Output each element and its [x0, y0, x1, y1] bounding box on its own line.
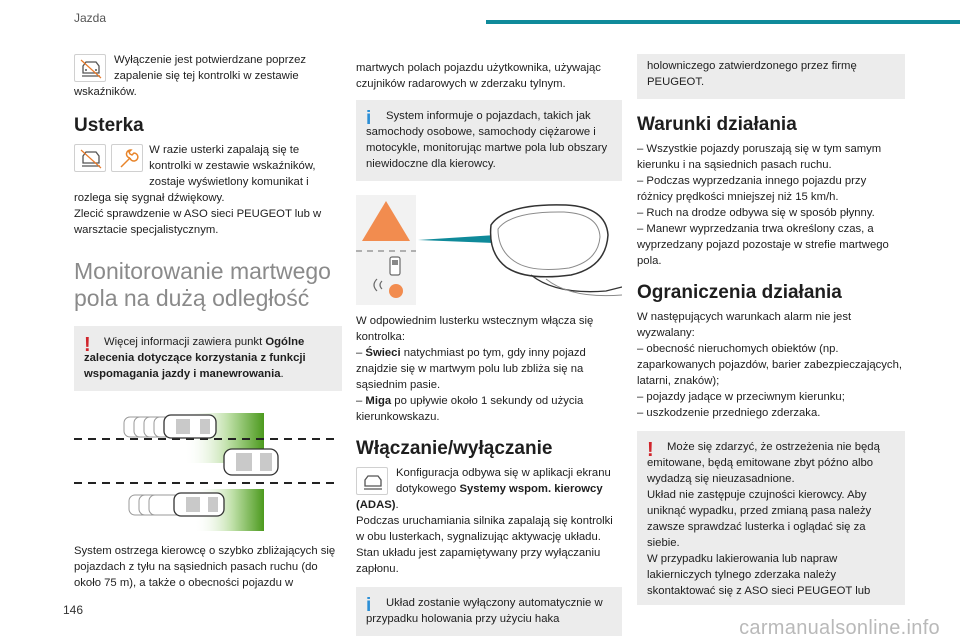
- conditions-list: [637, 141, 905, 269]
- wrench-icon: [111, 144, 143, 172]
- usterka-paragraph-2: Zlecić sprawdzenie w ASO sieci PEUGEOT lub w warsztacie specjalistycznym.: [74, 208, 322, 236]
- car-off-warning-icon: [74, 54, 106, 82]
- warning-exclamation-icon: !: [84, 334, 91, 356]
- car-fault-icon: [74, 144, 106, 172]
- info-note-continued: holowniczego zatwierdzonego przez firmę PEUGEOT.: [637, 54, 905, 99]
- usterka-icons: [74, 144, 143, 177]
- page-number: 146: [63, 603, 84, 617]
- onoff-paragraph: Konfiguracja odbywa się w aplikacji ekranu dotykowego Systemy wspom. kierowcy (ADAS).: [356, 467, 611, 511]
- blind-spot-illustration: [74, 397, 342, 535]
- column-2: [356, 48, 622, 636]
- car-settings-icon: [356, 467, 388, 495]
- list-item: – Manewr wyprzedzania trwa określony czas, a wyprzedzany pojazd pozostaje w strefie martwego pola.: [637, 223, 889, 267]
- intro-paragraph: Wyłączenie jest potwierdzane poprzez zapalenie się tej kontrolki w zestawie wskaźników.: [74, 54, 307, 98]
- onoff-heading: Włączanie/wyłączanie: [356, 438, 553, 459]
- limits-heading: Ograniczenia działania: [637, 282, 842, 303]
- continued-paragraph: martwych polach pojazdu użytkownika, używając czujników radarowych w zderzaku tylnym.: [356, 62, 601, 90]
- warning-note-2: ! Może się zdarzyć, że ostrzeżenia nie będą emitowane, będą emitowane zbyt późno albo wydadzą się nieuzasadnione. Układ nie zastępuje czujności kierowcy. Aby uniknąć wypadku, przed zmianą pasa należy zawsze sprawdzać lusterka i oglądać się za siebie. W przypadku lakierowania lub napraw lakierniczych tylnego zderzaka należy skontaktować się z ASO sieci PEUGEOT lub: [637, 431, 905, 605]
- usterka-heading: Usterka: [74, 115, 144, 136]
- limits-list: [637, 341, 905, 421]
- column-3: [637, 48, 905, 605]
- list-item: – obecność nieruchomych obiektów (np. zaparkowanych pojazdów, barier zabezpieczających, latarni, znaków);: [637, 343, 902, 387]
- mirror-paragraph: W odpowiednim lusterku wstecznym włącza się kontrolka:: [356, 315, 594, 343]
- list-item: – Wszystkie pojazdy poruszają się w tym samym kierunku i na sąsiednich pasach ruchu.: [637, 143, 882, 171]
- info-note: i System informuje o pojazdach, takich jak samochody osobowe, samochody ciężarowe i motocykle, monitorując martwe pola lub obszary niewidoczne dla kierowcy.: [356, 100, 622, 181]
- usterka-paragraph: W razie usterki zapalają się te kontrolki w zestawie wskaźników, zostaje wyświetlony komunikat i rozlega się sygnał dźwiękowy.: [74, 144, 316, 204]
- list-item: – Ruch na drodze odbywa się w sposób płynny.: [637, 207, 875, 219]
- mirror-illustration: [356, 195, 622, 305]
- bullet-flashes: – Miga po upływie około 1 sekundy od użycia kierunkowskazu.: [356, 395, 584, 423]
- list-item: – Podczas wyprzedzania innego pojazdu przy różnicy prędkości mniejszej niż 15 km/h.: [637, 175, 867, 203]
- info-icon: i: [366, 108, 372, 129]
- list-item: – pojazdy jadące w przeciwnym kierunku;: [637, 391, 845, 403]
- conditions-heading: Warunki działania: [637, 114, 797, 135]
- main-section-heading: Monitorowanie martwego pola na dużą odległość: [74, 258, 331, 311]
- column-1: [74, 48, 342, 591]
- header-accent-bar: [486, 20, 960, 24]
- limits-intro: W następujących warunkach alarm nie jest wyzwalany:: [637, 311, 852, 339]
- warning-note: ! Więcej informacji zawiera punkt Ogólne zalecenia dotyczące korzystania z funkcji wspomagania jazdy i manewrowania.: [74, 326, 342, 391]
- info-icon-2: i: [366, 595, 372, 616]
- body-paragraph: System ostrzega kierowcę o szybko zbliżających się pojazdach z tyłu na sąsiednich pasach ruchu (do około 75 m), a także o obecności pojazdu w: [74, 545, 336, 589]
- info-note-2: i Układ zostanie wyłączony automatycznie w przypadku holowania przy użyciu haka: [356, 587, 622, 636]
- onoff-paragraph-2: Podczas uruchamiania silnika zapalają się kontrolki w obu lusterkach, sygnalizując aktywację układu. Stan układu jest zapamiętywany przy wyłączaniu zapłonu.: [356, 515, 613, 575]
- warning-exclamation-icon-2: !: [647, 439, 654, 461]
- section-title: Jazda: [74, 11, 107, 25]
- watermark: carmanualsonline.info: [739, 617, 940, 639]
- list-item: – uszkodzenie przedniego zderzaka.: [637, 407, 821, 419]
- bullet-glows: – Świeci natychmiast po tym, gdy inny pojazd znajdzie się w martwym polu lub zbliża się na sąsiednim pasie.: [356, 347, 586, 391]
